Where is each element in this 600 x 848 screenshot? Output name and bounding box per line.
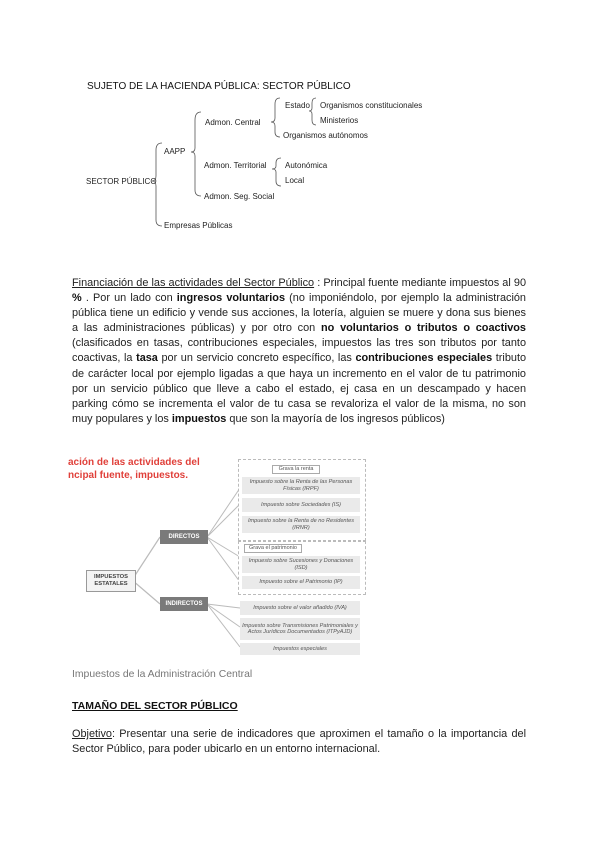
item-irnr: Impuesto sobre la Renta de no Residentes (IRNR) [242,516,360,533]
grava-patrimonio-label: Grava el patrimonio [244,544,302,553]
objetivo-text: : Presentar una serie de indicadores que aproximen el tamaño o la importancia del Sector Público, para poder ubicarlo en un entorno internacional. [72,728,526,756]
node-organismos-autonomos: Organismos autónomos [283,131,368,140]
node-autonomica: Autonómica [285,161,328,170]
bold-no-voluntarios: no voluntarios o tributos o coactivos [321,322,526,335]
financiacion-paragraph [72,276,526,427]
objetivo-label: Objetivo [72,728,112,740]
bold-ingresos-voluntarios: ingresos voluntarios [176,292,286,305]
text-run: : Principal fuente mediante impuestos al 90 [314,277,527,289]
text-run: (no imponiéndolo, por ejemplo la administración pública tiene un edificio y vende sus acciones, la lotería, alguien se muere y dona sus bienes a las administraciones públicas) y por otro con [72,292,526,335]
objetivo-paragraph [72,727,526,757]
red-title-line-1: ación de las actividades del [68,457,200,468]
impuestos-diagram [68,452,368,662]
item-is: Impuesto sobre Sociedades (IS) [242,498,360,512]
node-organismos-constitucionales: Organismos constitucionales [320,101,423,110]
bold-percent: % [72,292,82,305]
item-iva: Impuesto sobre el valor añadido (IVA) [240,601,360,615]
node-aapp: AAPP [164,147,186,156]
text-run: (clasificados en tasas, contribuciones especiales, impuestos las tres son tributos por tanto coactivas, la [72,337,526,365]
red-title-line-2: ncipal fuente, impuestos. [68,470,189,481]
bold-contribuciones-especiales: contribuciones especiales [355,352,493,365]
text-run: tributo de carácter local por ejemplo ligadas a que haya un incremento en el valor de tu patrimonio por un servicio público que lleve a cabo el estado, ej casa en un descampado y hacen parking cómo se incrementa el valor de tu casa se revaloriza el valor de la misma, no son muy populares y los [72,352,527,425]
node-estado: Estado [285,101,310,110]
node-admon-territorial: Admon. Territorial [204,161,267,170]
node-admon-seg-social: Admon. Seg. Social [204,192,275,201]
node-directos: DIRECTOS [160,530,208,544]
diagram-title: SUJETO DE LA HACIENDA PÚBLICA: SECTOR PÚBLICO [87,81,351,92]
financiacion-heading: Financiación de las actividades del Sector Público [72,277,315,289]
node-empresas-publicas: Empresas Públicas [164,221,233,230]
node-local: Local [285,176,305,185]
diagram-caption: Impuestos de la Administración Central [72,669,253,680]
node-admon-central: Admon. Central [205,118,261,127]
item-ip: Impuesto sobre el Patrimonio (IP) [242,576,360,589]
item-impuestos-especiales: Impuestos especiales [240,643,360,655]
section-heading: TAMAÑO DEL SECTOR PÚBLICO [72,700,238,712]
text-run: . Por un lado con [81,292,177,305]
item-irpf: Impuesto sobre la Renta de las Personas Físicas (IRPF) [242,477,360,494]
node-impuestos-estatales: IMPUESTOS ESTATALES [86,570,136,592]
grava-renta-label: Grava la renta [272,465,320,474]
text-run: que son la mayoría de los ingresos públicos) [226,412,445,425]
item-itpajd: Impuesto sobre Transmisiones Patrimoniales y Actos Jurídicos Documentados (ITPyAJD) [240,618,360,640]
node-indirectos: INDIRECTOS [160,597,208,611]
item-isd: Impuesto sobre Sucesiones y Donaciones (ISD) [242,556,360,573]
node-ministerios: Ministerios [320,116,359,125]
diagram1-connectors [0,0,600,260]
bold-tasa: tasa [136,352,158,365]
text-run: por un servicio concreto específico, las [157,352,356,365]
bold-impuestos: impuestos [171,412,227,425]
node-sector-publico: SECTOR PÚBLICO [86,177,157,186]
